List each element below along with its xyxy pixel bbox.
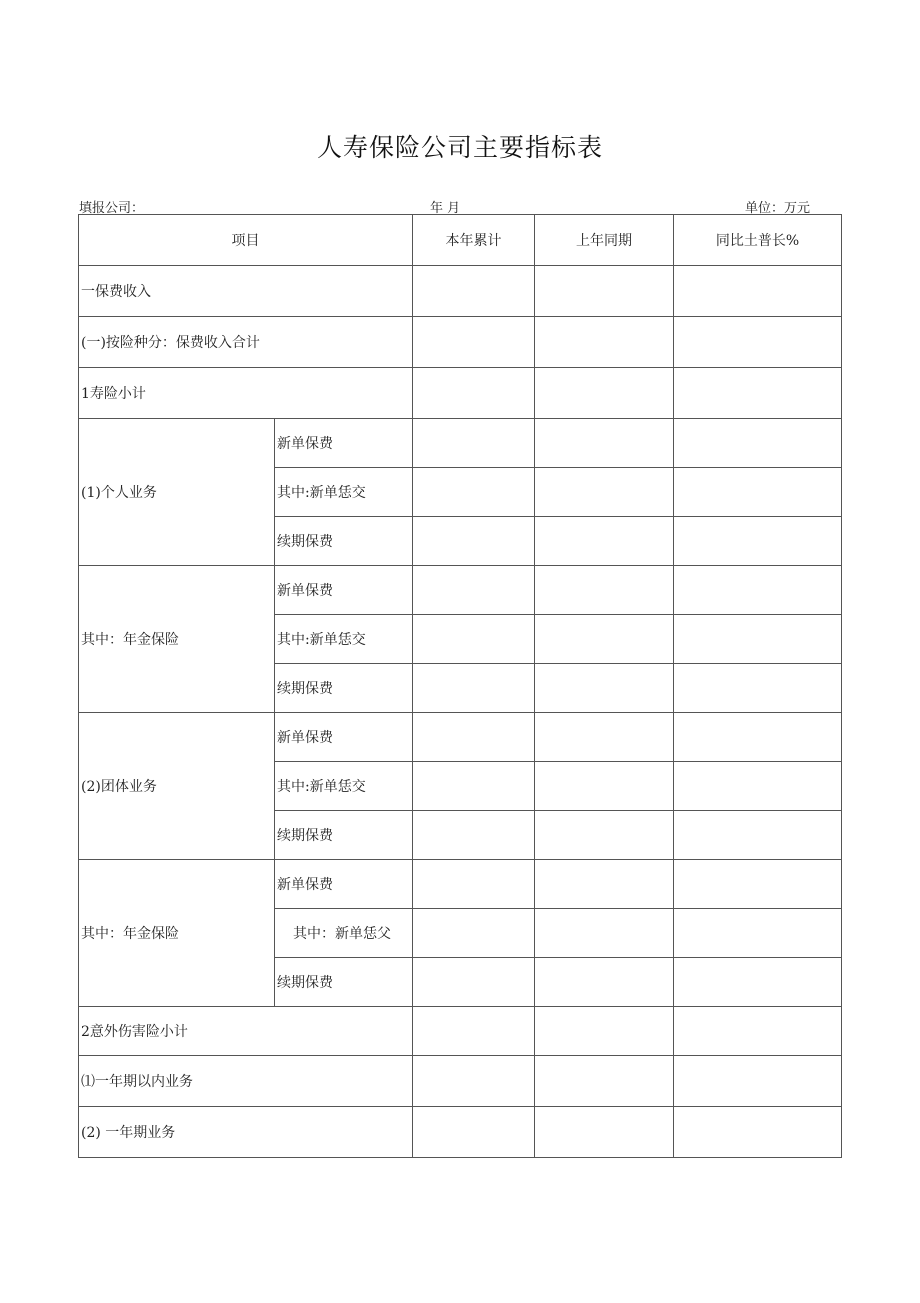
table-row [79, 419, 842, 468]
cell-growth[interactable] [674, 368, 842, 419]
cell-current[interactable] [413, 468, 535, 517]
cell-prior[interactable] [535, 713, 674, 762]
sub-label: 新单保费 [275, 860, 413, 909]
cell-prior[interactable] [535, 909, 674, 958]
cell-growth[interactable] [674, 1107, 842, 1158]
header-current-ytd: 本年累计 [413, 215, 535, 266]
cell-growth[interactable] [674, 860, 842, 909]
cell-growth[interactable] [674, 468, 842, 517]
cell-prior[interactable] [535, 566, 674, 615]
cell-growth[interactable] [674, 762, 842, 811]
table-row [79, 566, 842, 615]
cell-prior[interactable] [535, 811, 674, 860]
cell-current[interactable] [413, 762, 535, 811]
header-item: 项目 [79, 215, 413, 266]
cell-prior[interactable] [535, 664, 674, 713]
sub-label: 续期保费 [275, 811, 413, 860]
sub-label: 其中:新单恁交 [275, 762, 413, 811]
row-label: 一保费收入 [79, 266, 413, 317]
cell-prior[interactable] [535, 615, 674, 664]
report-date-label: 年 月 [430, 201, 461, 216]
cell-prior[interactable] [535, 1107, 674, 1158]
row-group-label: 其中：年金保险 [79, 860, 275, 1007]
sub-label: 续期保费 [275, 958, 413, 1007]
row-label: (2) 一年期业务 [79, 1107, 413, 1158]
cell-prior[interactable] [535, 517, 674, 566]
cell-growth[interactable] [674, 615, 842, 664]
row-label: 2意外伤害险小计 [79, 1007, 413, 1056]
indicator-table [78, 214, 842, 1158]
table-row [79, 1056, 842, 1107]
cell-growth[interactable] [674, 1056, 842, 1107]
table-row [79, 368, 842, 419]
table-row [79, 713, 842, 762]
cell-current[interactable] [413, 1056, 535, 1107]
cell-current[interactable] [413, 566, 535, 615]
cell-prior[interactable] [535, 958, 674, 1007]
table-row [79, 266, 842, 317]
cell-growth[interactable] [674, 664, 842, 713]
unit-label: 单位：万元 [745, 201, 811, 216]
cell-growth[interactable] [674, 517, 842, 566]
sub-label: 新单保费 [275, 566, 413, 615]
cell-prior[interactable] [535, 1007, 674, 1056]
cell-current[interactable] [413, 368, 535, 419]
cell-growth[interactable] [674, 1007, 842, 1056]
cell-current[interactable] [413, 1107, 535, 1158]
row-group-label: (2)团体业务 [79, 713, 275, 860]
cell-growth[interactable] [674, 566, 842, 615]
cell-current[interactable] [413, 266, 535, 317]
cell-current[interactable] [413, 664, 535, 713]
sub-label: 续期保费 [275, 664, 413, 713]
cell-prior[interactable] [535, 860, 674, 909]
cell-current[interactable] [413, 615, 535, 664]
cell-growth[interactable] [674, 317, 842, 368]
table-row [79, 317, 842, 368]
sub-label: 新单保费 [275, 713, 413, 762]
header-prior-period: 上年同期 [535, 215, 674, 266]
cell-prior[interactable] [535, 1056, 674, 1107]
cell-prior[interactable] [535, 317, 674, 368]
row-group-label: (1)个人业务 [79, 419, 275, 566]
sub-label: 新单保费 [275, 419, 413, 468]
row-label: ⑴一年期以内业务 [79, 1056, 413, 1107]
cell-growth[interactable] [674, 713, 842, 762]
cell-current[interactable] [413, 1007, 535, 1056]
sub-label: 其中:新单恁交 [275, 615, 413, 664]
cell-prior[interactable] [535, 266, 674, 317]
row-group-label: 其中：年金保险 [79, 566, 275, 713]
table-row [79, 1107, 842, 1158]
cell-growth[interactable] [674, 419, 842, 468]
cell-current[interactable] [413, 811, 535, 860]
cell-current[interactable] [413, 860, 535, 909]
cell-current[interactable] [413, 517, 535, 566]
row-label: (一)按险种分：保费收入合计 [79, 317, 413, 368]
page-title: 人寿保险公司主要指标表 [316, 133, 603, 162]
cell-prior[interactable] [535, 368, 674, 419]
sub-label: 其中:新单恁交 [275, 468, 413, 517]
cell-growth[interactable] [674, 811, 842, 860]
sub-label: 其中：新单恁父 [275, 909, 413, 958]
row-label: 1寿险小计 [79, 368, 413, 419]
cell-current[interactable] [413, 909, 535, 958]
cell-growth[interactable] [674, 266, 842, 317]
header-row [79, 215, 842, 266]
cell-prior[interactable] [535, 419, 674, 468]
cell-growth[interactable] [674, 909, 842, 958]
table-row [79, 1007, 842, 1056]
sub-label: 续期保费 [275, 517, 413, 566]
cell-current[interactable] [413, 958, 535, 1007]
reporting-company-label: 填报公司： [79, 201, 145, 216]
cell-prior[interactable] [535, 762, 674, 811]
table-row [79, 860, 842, 909]
cell-current[interactable] [413, 713, 535, 762]
cell-current[interactable] [413, 317, 535, 368]
header-yoy-growth: 同比土普长% [674, 215, 842, 266]
cell-growth[interactable] [674, 958, 842, 1007]
cell-current[interactable] [413, 419, 535, 468]
cell-prior[interactable] [535, 468, 674, 517]
